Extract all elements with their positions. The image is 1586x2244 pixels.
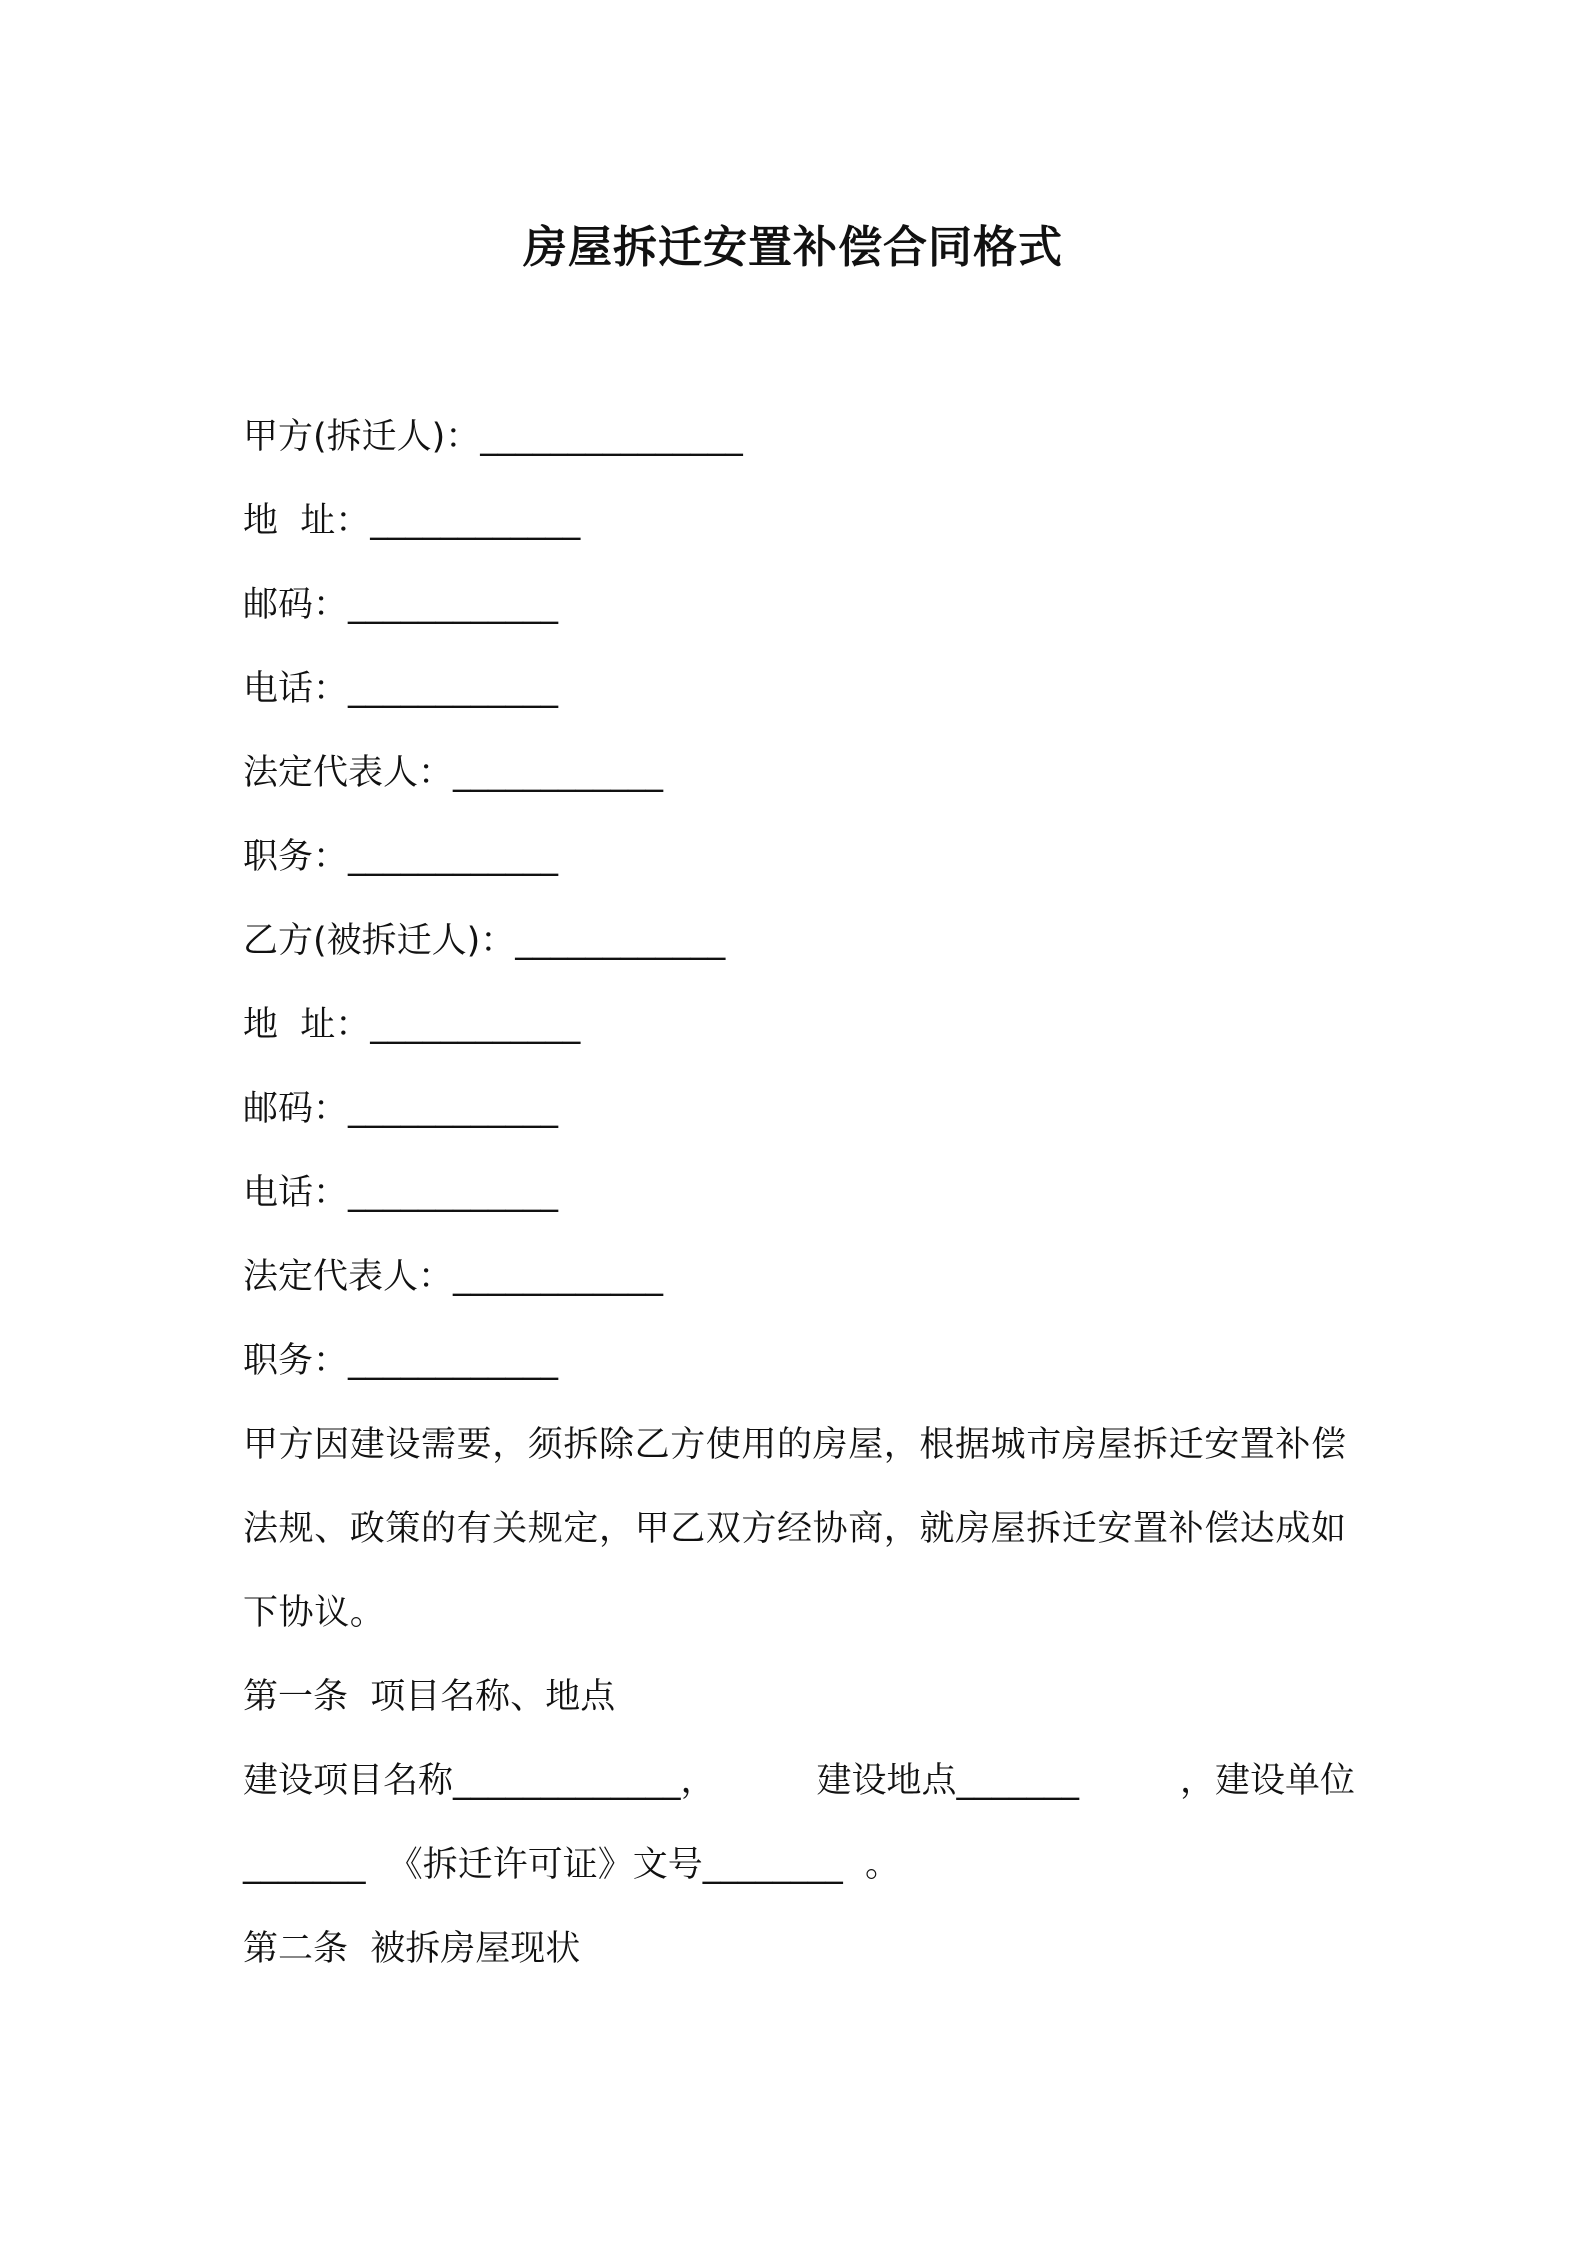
construction-unit-label: ，建设单位 (1179, 1761, 1355, 1801)
party-a-position: 职务：____________ (243, 837, 559, 877)
party-b-postcode: 邮码：____________ (243, 1089, 559, 1129)
document-title: 房屋拆迁安置补偿合同格式 (523, 222, 1063, 273)
article-1-line-2: _______ 《拆迁许可证》文号________ 。 (243, 1845, 901, 1885)
project-name-field: 建设项目名称_____________， (243, 1761, 716, 1801)
party-a-phone: 电话：____________ (243, 669, 559, 709)
party-b-header: 乙方(被拆迁人)：____________ (243, 921, 726, 961)
party-b-legal-rep: 法定代表人：____________ (243, 1257, 664, 1297)
project-location-field: 建设地点_______ (816, 1761, 1079, 1801)
party-a-address: 地 址：____________ (243, 501, 581, 541)
party-b-phone: 电话：____________ (243, 1173, 559, 1213)
party-b-address: 地 址：____________ (243, 1005, 581, 1045)
intro-paragraph: 甲方因建设需要，须拆除乙方使用的房屋，根据城市房屋拆迁安置补偿法规、政策的有关规定，甲乙双方经协商，就房屋拆迁安置补偿达成如下协议。 (243, 1425, 1347, 1633)
party-a-legal-rep: 法定代表人：____________ (243, 753, 664, 793)
party-b-position: 职务：____________ (243, 1341, 559, 1381)
party-a-header: 甲方(拆迁人)：_______________ (243, 417, 743, 457)
article-1-heading: 第一条 项目名称、地点 (243, 1677, 616, 1717)
article-1-line-1 (243, 1756, 1355, 1806)
article-2-heading: 第二条 被拆房屋现状 (243, 1929, 581, 1969)
party-a-postcode: 邮码：____________ (243, 585, 559, 625)
